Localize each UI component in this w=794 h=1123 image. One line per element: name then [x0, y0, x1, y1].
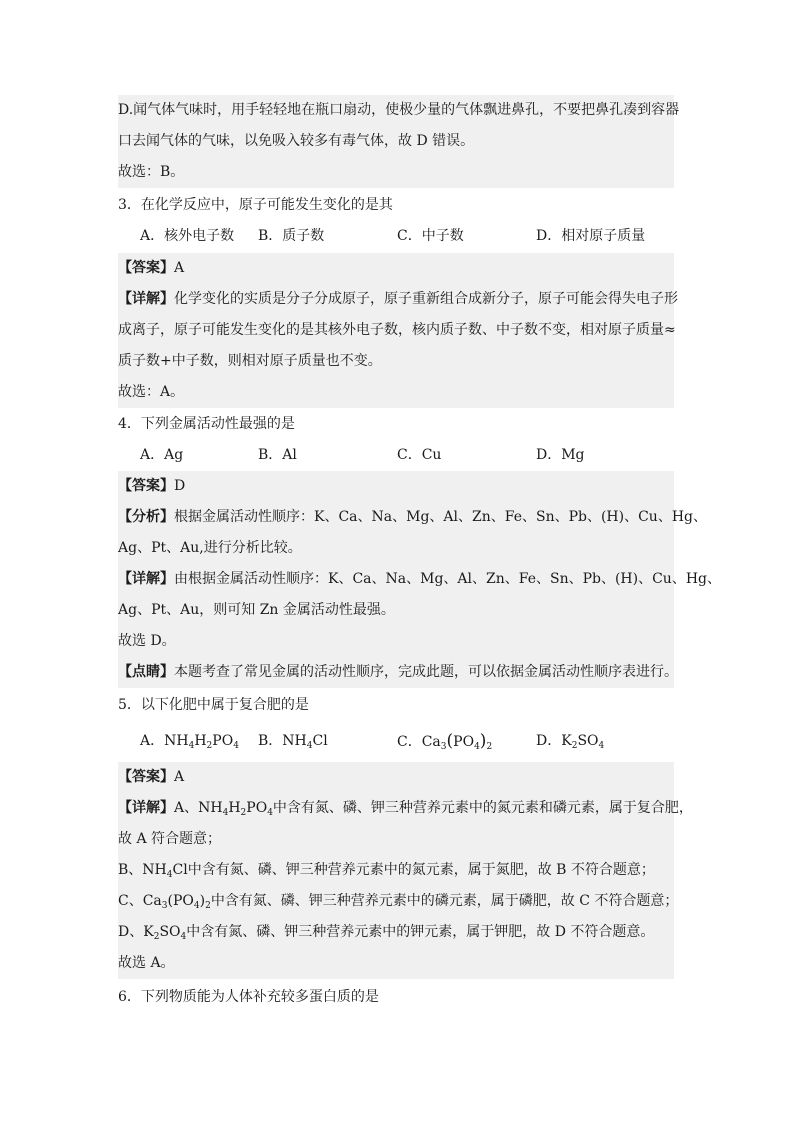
analysis-tag: 【分析】: [118, 509, 174, 525]
answer-choice-line: 故选 D。: [118, 626, 674, 657]
explanation-text: 化学变化的实质是分子分成原子，原子重新组合成新分子，原子可能会得失电子形: [174, 291, 678, 307]
answer-choice-line: 故选：B。: [118, 157, 674, 188]
q4-explanation: [118, 564, 721, 595]
question-6: 6．下列物质能为人体补充较多蛋白质的是: [118, 989, 379, 1005]
explanation-line: 故 A 符合题意；: [118, 824, 674, 855]
explanation-line: Ag、Pt、Au，则可知 Zn 金属活动性最强。: [118, 595, 674, 626]
answer-value: A: [174, 260, 185, 276]
q3-option-a: A．核外电子数: [140, 228, 235, 244]
q5-option-d: D．$K_2SO_4$: [536, 733, 605, 751]
q5-explanation: 【详解】A、$NH_4H_2PO_4$中含有氮、磷、钾三种营养元素中的氮元素和磷元素，属于复合肥，: [118, 793, 674, 824]
question-5: 5．以下化肥中属于复合肥的是: [118, 697, 309, 713]
tip-tag: 【点睛】: [118, 664, 174, 680]
explanation-text: 由根据金属活动性顺序：K、Ca、Na、Mg、Al、Zn、Fe、Sn、Pb、(H)、Cu、Hg、: [174, 571, 721, 587]
tip-text: 本题考查了常见金属的活动性顺序，完成此题，可以依据金属活动性顺序表进行。: [174, 664, 678, 680]
q5-option-b: B．$NH_4Cl$: [258, 733, 328, 751]
analysis-line: Ag、Pt、Au,进行分析比较。: [118, 533, 674, 564]
q4-analysis: [118, 502, 707, 533]
explanation-line: 口去闻气体的气味，以免吸入较多有毒气体，故 D 错误。: [118, 126, 674, 157]
q5-answer: [118, 762, 674, 793]
explanation-line-b: B、$NH_4Cl$中含有氮、磷、钾三种营养元素中的氮元素，属于氮肥，故 B 不符合题意；: [118, 855, 674, 886]
q4-option-c: C．Cu: [397, 447, 442, 463]
q3-option-d: D．相对原子质量: [536, 228, 646, 244]
explanation-line: 质子数+中子数，则相对原子质量也不变。: [118, 346, 674, 377]
explanation-tag: 【详解】: [118, 800, 174, 816]
q4-answer: [118, 471, 674, 502]
answer-tag: 【答案】: [118, 478, 174, 494]
q3-explanation: [118, 284, 678, 315]
question-3: 3．在化学反应中，原子可能发生变化的是其: [118, 197, 393, 213]
q5-option-a: A．$NH_4H_2PO_4$: [140, 733, 239, 751]
question-4: 4．下列金属活动性最强的是: [118, 416, 295, 432]
q4-option-b: B．Al: [258, 447, 297, 463]
answer-choice-line: 故选：A。: [118, 377, 674, 408]
q3-option-c: C．中子数: [397, 228, 464, 244]
q3-option-b: B．质子数: [258, 228, 325, 244]
q4-option-d: D．Mg: [536, 447, 585, 463]
analysis-text: 根据金属活动性顺序：K、Ca、Na、Mg、Al、Zn、Fe、Sn、Pb、(H)、Cu、Hg、: [174, 509, 707, 525]
explanation-tag: 【详解】: [118, 571, 174, 587]
answer-tag: 【答案】: [118, 769, 174, 785]
q4-tip: [118, 657, 678, 688]
explanation-line: 成离子，原子可能发生变化的是其核外电子数，核内质子数、中子数不变，相对原子质量≈: [118, 315, 674, 346]
answer-tag: 【答案】: [118, 260, 174, 276]
answer-value: A: [174, 769, 185, 785]
explanation-tag: 【详解】: [118, 291, 174, 307]
answer-value: D: [174, 478, 186, 494]
q3-answer: [118, 253, 674, 284]
explanation-line: D.闻气体气味时，用手轻轻地在瓶口扇动，使极少量的气体飘进鼻孔，不要把鼻孔凑到容器: [118, 95, 674, 126]
answer-choice-line: 故选 A。: [118, 948, 674, 979]
q4-option-a: A．Ag: [140, 447, 184, 463]
explanation-line-d: D、$K_2SO_4$中含有氮、磷、钾三种营养元素中的钾元素，属于钾肥，故 D 不符合题意。: [118, 917, 674, 948]
q5-option-c: C．$Ca_3(PO_4)_2$: [397, 731, 493, 752]
explanation-line-c: C、$Ca_3(PO_4)_2$中含有氮、磷、钾三种营养元素中的磷元素，属于磷肥，故 C 不符合题意；: [118, 886, 674, 917]
